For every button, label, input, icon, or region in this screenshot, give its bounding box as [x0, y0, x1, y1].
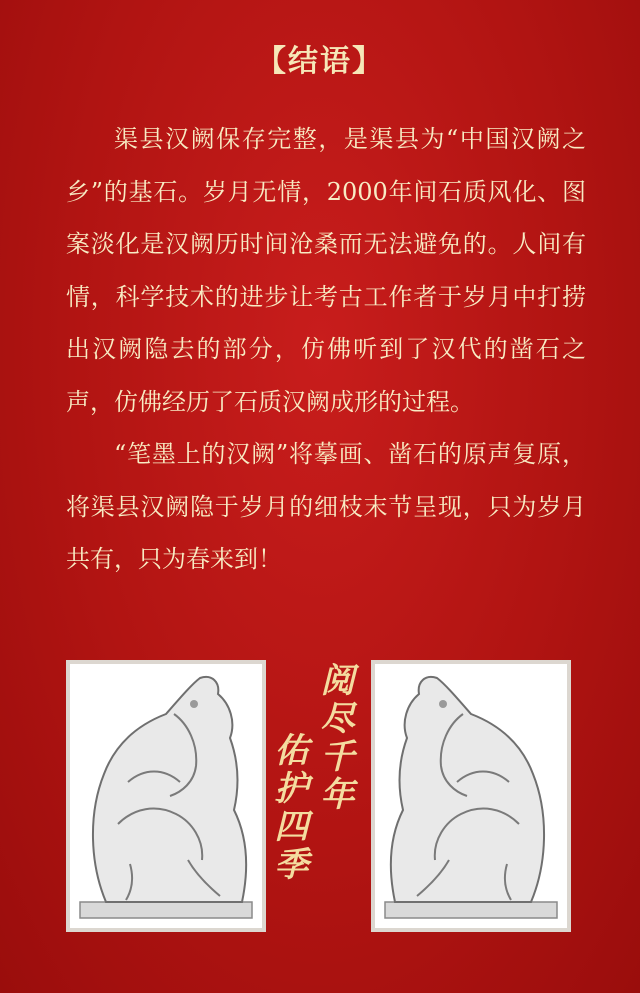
body-text	[66, 113, 586, 586]
section-heading: 【结语】	[256, 44, 384, 79]
calligraphy-column-right: 阅尽千年	[314, 662, 354, 814]
calligraphy-column-left: 佑护四季	[268, 732, 308, 884]
stone-sculpture-image-right	[371, 660, 571, 932]
stone-beast-illustration-right	[375, 664, 567, 928]
paragraph-1: 渠县汉阙保存完整，是渠县为“中国汉阙之乡”的基石。岁月无情，2000年间石质风化、图案淡化是汉阙历时间沧桑而无法避免的。人间有情，科学技术的进步让考古工作者于岁月中打捞出汉阙隐去的部分，仿佛听到了汉代的凿石之声，仿佛经历了石质汉阙成形的过程。	[66, 125, 586, 416]
paragraph-2: “笔墨上的汉阙”将摹画、凿石的原声复原，将渠县汉阙隐于岁月的细枝末节呈现，只为岁月共有，只为春来到！	[66, 440, 586, 573]
stone-beast-illustration-left	[70, 664, 262, 928]
stone-sculpture-image-left	[66, 660, 266, 932]
